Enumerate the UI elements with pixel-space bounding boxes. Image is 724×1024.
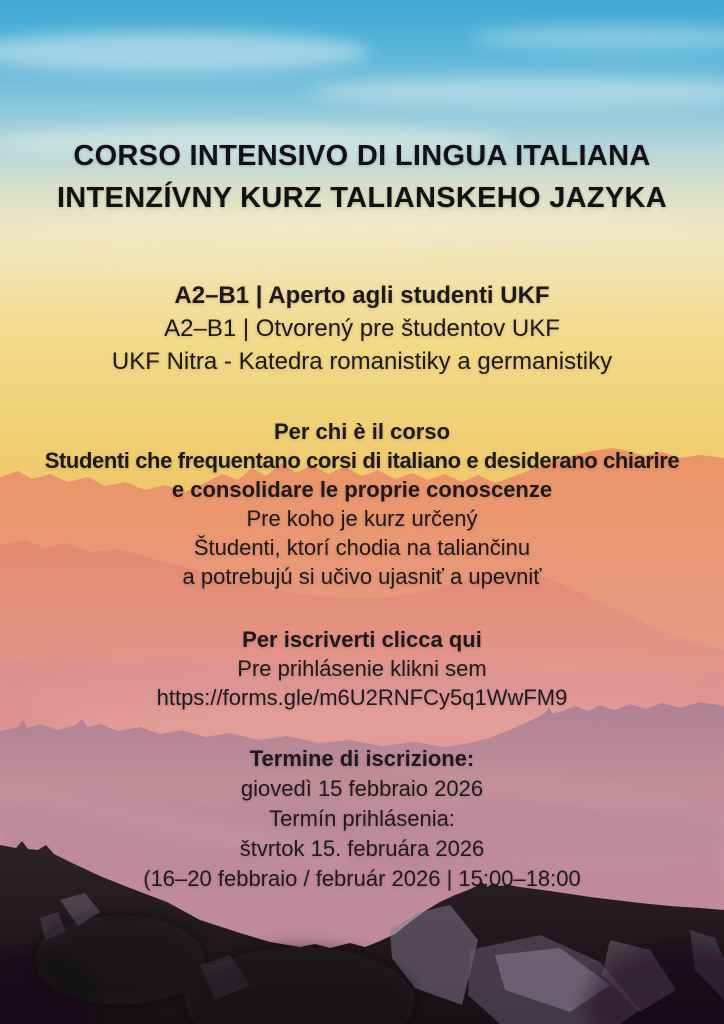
title-line-italian: CORSO INTENSIVO DI LINGUA ITALIANA (73, 140, 651, 173)
audience-section (0, 279, 724, 378)
deadline-section (0, 744, 724, 894)
enrollment-form-link[interactable]: https://forms.gle/m6U2RNFCy5q1WwFM9 (156, 685, 568, 710)
who-body-slovak-line2: a potrebujú si učivo ujasniť a upevniť (182, 564, 542, 589)
poster-title (0, 135, 724, 219)
deadline-heading-slovak: Termín prihlásenia: (269, 806, 455, 831)
audience-level-slovak: A2–B1 | Otvorený pre študentov UKF (164, 315, 560, 342)
course-dates-and-time: (16–20 febbraio / február 2026 | 15:00–18:00 (143, 866, 581, 891)
organizer-department: UKF Nitra - Katedra romanistiky a germanistiky (111, 348, 613, 375)
deadline-date-slovak: štvrtok 15. februára 2026 (239, 836, 485, 861)
deadline-heading-italian: Termine di iscrizione: (249, 746, 475, 771)
enroll-heading-slovak: Pre prihlásenie klikni sem (237, 656, 487, 681)
deadline-date-italian: giovedì 15 febbraio 2026 (240, 776, 484, 801)
who-body-slovak-line1: Študenti, ktorí chodia na taliančinu (193, 535, 531, 560)
who-body-italian-line2: e consolidare le proprie conoscenze (171, 477, 553, 502)
audience-level-italian: A2–B1 | Aperto agli studenti UKF (174, 282, 550, 309)
who-heading-italian: Per chi è il corso (273, 419, 451, 444)
who-body-italian-line1: Studenti che frequentano corsi di italiano e desiderano chiarire (44, 448, 680, 473)
enroll-section (0, 625, 724, 712)
enroll-heading-italian: Per iscriverti clicca qui (242, 627, 482, 652)
title-line-slovak: INTENZÍVNY KURZ TALIANSKEHO JAZYKA (56, 182, 668, 215)
who-section (0, 417, 724, 591)
who-heading-slovak: Pre koho je kurz určený (246, 506, 478, 531)
